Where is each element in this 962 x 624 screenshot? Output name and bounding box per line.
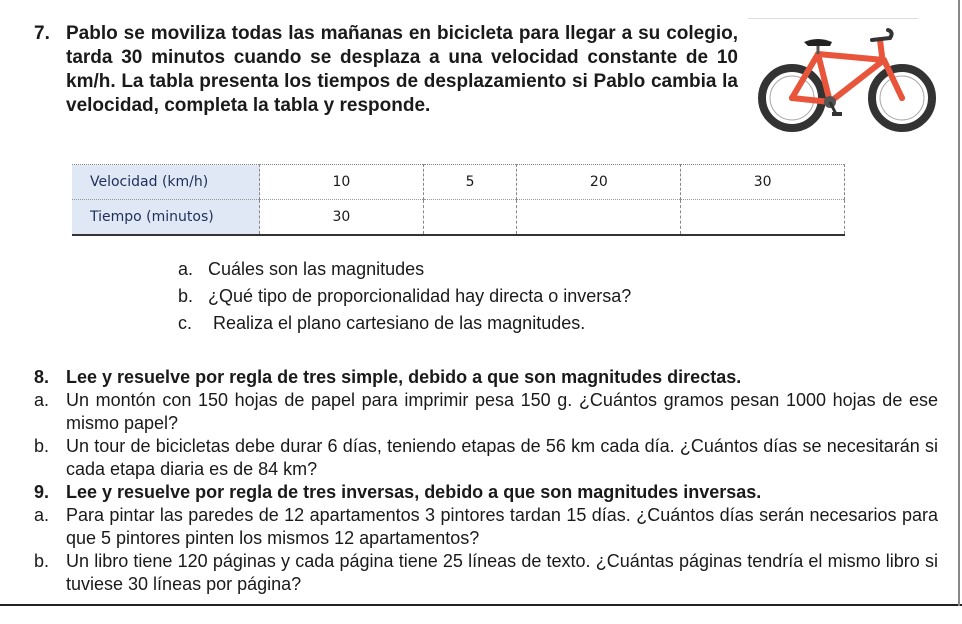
table-cell: 20 xyxy=(517,165,681,200)
question-7-subquestions xyxy=(178,256,631,337)
question-9-heading: Lee y resuelve por regla de tres inversas, debido a que son magnitudes inversas. xyxy=(66,482,762,502)
list-item xyxy=(34,435,938,481)
list-item xyxy=(178,310,631,337)
table-header-time: Tiempo (minutos) xyxy=(72,200,260,236)
question-8 xyxy=(34,366,938,481)
item-text: Cuáles son las magnitudes xyxy=(208,259,425,279)
question-heading xyxy=(34,481,938,504)
item-letter: b. xyxy=(178,286,194,306)
question-9 xyxy=(34,481,938,596)
table-cell: 5 xyxy=(423,165,517,200)
divider xyxy=(0,604,962,606)
bicycle-illustration xyxy=(752,18,942,136)
table-cell: 30 xyxy=(681,165,845,200)
list-item xyxy=(34,550,938,596)
question-number: 7. xyxy=(34,23,50,44)
list-item xyxy=(178,256,631,283)
table-cell: 30 xyxy=(260,200,424,236)
item-letter: a. xyxy=(34,505,50,525)
list-item xyxy=(34,504,938,550)
item-text: Un libro tiene 120 páginas y cada página tiene 25 líneas de texto. ¿Cuántas páginas tendría el mismo libro si tuviese 30 líneas por página? xyxy=(66,551,938,594)
divider xyxy=(958,0,960,606)
question-7 xyxy=(34,22,738,118)
list-item xyxy=(178,283,631,310)
item-letter: a. xyxy=(178,259,194,279)
item-letter: b. xyxy=(34,436,50,456)
table-cell-blank[interactable] xyxy=(681,200,845,236)
table-cell: 10 xyxy=(260,165,424,200)
item-text: Para pintar las paredes de 12 apartamentos 3 pintores tardan 15 días. ¿Cuántos días serán necesarios para que 5 pintores pinten los mismos 12 apartamentos? xyxy=(66,505,938,548)
question-heading xyxy=(34,366,938,389)
table-cell-blank[interactable] xyxy=(423,200,517,236)
list-item xyxy=(34,389,938,435)
seat-icon xyxy=(804,39,832,46)
item-letter: b. xyxy=(34,551,50,571)
item-text: Un montón con 150 hojas de papel para imprimir pesa 150 g. ¿Cuántos gramos pesan 1000 hojas de ese mismo papel? xyxy=(66,390,938,433)
question-number: 8. xyxy=(34,367,50,387)
table-row xyxy=(72,200,845,236)
speed-time-table xyxy=(72,164,845,236)
item-letter: c. xyxy=(178,313,193,333)
table-cell-blank[interactable] xyxy=(517,200,681,236)
handlebar-icon xyxy=(872,30,892,40)
question-8-heading: Lee y resuelve por regla de tres simple, debido a que son magnitudes directas. xyxy=(66,367,742,387)
table-header-velocity: Velocidad (km/h) xyxy=(72,165,260,200)
item-text: Realiza el plano cartesiano de las magnitudes. xyxy=(208,313,586,333)
item-text: ¿Qué tipo de proporcionalidad hay directa o inversa? xyxy=(208,286,632,306)
item-text: Un tour de bicicletas debe durar 6 días, teniendo etapas de 56 km cada día. ¿Cuántos días se necesitarán si cada etapa diaria es de 84 km? xyxy=(66,436,938,479)
table-row xyxy=(72,165,845,200)
question-number: 9. xyxy=(34,482,50,502)
question-7-text: Pablo se moviliza todas las mañanas en bicicleta para llegar a su colegio, tarda 30 minutos cuando se desplaza a una velocidad constante de 10 km/h. La tabla presenta los tiempos de desplazamiento si Pablo cambia la velocidad, completa la tabla y responde. xyxy=(66,23,738,116)
item-letter: a. xyxy=(34,390,50,410)
